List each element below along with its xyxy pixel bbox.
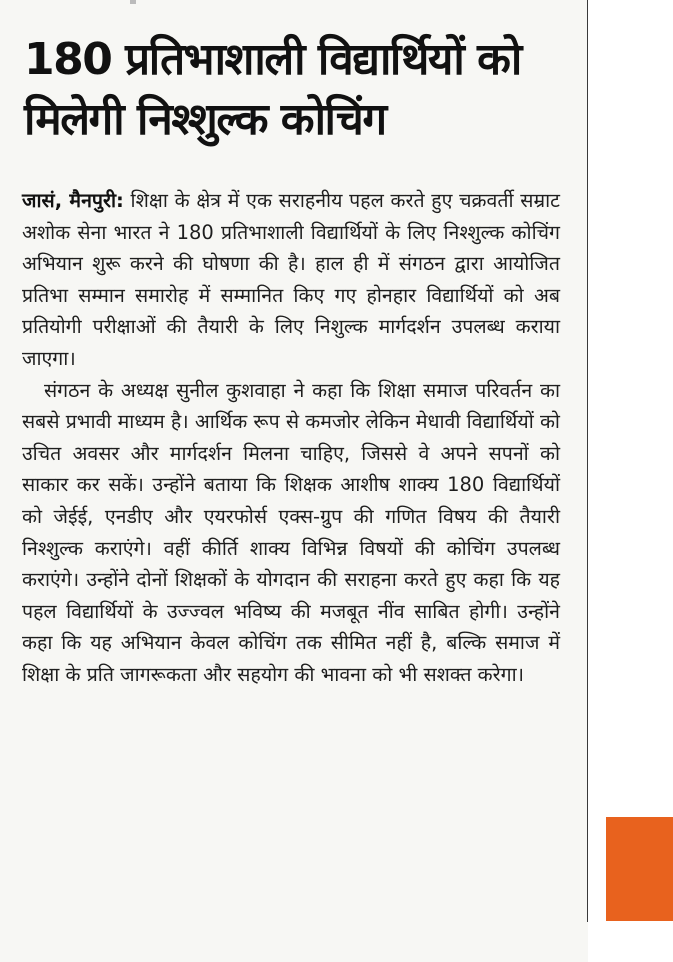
article-headline: 180 प्रतिभाशाली विद्यार्थियों को मिलेगी निश्शुल्क कोचिंग bbox=[24, 34, 521, 145]
paragraph-2: संगठन के अध्यक्ष सुनील कुशवाहा ने कहा कि शिक्षा समाज परिवर्तन का सबसे प्रभावी माध्यम है। आर्थिक रूप से कमजोर लेकिन मेधावी विद्यार्थियों को उचित अवसर और मार्गदर्शन मिलना चाहिए, जिससे वे अपने सपनों को साकार कर सकें। उन्होंने बताया कि शिक्षक आशीष शाक्य 180 विद्यार्थियों को जेईई, एनडीए और एयरफोर्स एक्स-ग्रुप की गणित विषय की तैयारी निश्शुल्क कराएंगे। वहीं कीर्ति शाक्य विभिन्न विषयों की कोचिंग उपलब्ध कराएंगे। उन्होंने दोनों शिक्षकों के योगदान की सराहना करते हुए कहा कि यह पहल विद्यार्थियों के उज्ज्वल भविष्य की मजबूत नींव साबित होगी। उन्होंने कहा कि यह अभियान केवल कोचिंग तक सीमित नहीं है, बल्कि समाज में शिक्षा के प्रति जागरूकता और सहयोग की भावना को भी सशक्त करेगा। bbox=[22, 378, 560, 686]
dateline: जासं, मैनपुरी: bbox=[22, 189, 124, 212]
top-edge-mark bbox=[130, 0, 136, 4]
paragraph-1 bbox=[22, 185, 560, 375]
adjacent-orange-block bbox=[606, 817, 673, 921]
paragraph-1-text: शिक्षा के क्षेत्र में एक सराहनीय पहल करते हुए चक्रवर्ती सम्राट अशोक सेना भारत ने 180 प्रतिभाशाली विद्यार्थियों के लिए निश्शुल्क कोचिंग अभियान शुरू करने की घोषणा की है। हाल ही में संगठन द्वारा आयोजित प्रतिभा सम्मान समारोह में सम्मानित किए गए होनहार विद्यार्थियों को अब प्रतियोगी परीक्षाओं की तैयारी के लिए निशुल्क मार्गदर्शन उपलब्ध कराया जाएगा। bbox=[22, 189, 560, 370]
article-body bbox=[22, 185, 560, 691]
